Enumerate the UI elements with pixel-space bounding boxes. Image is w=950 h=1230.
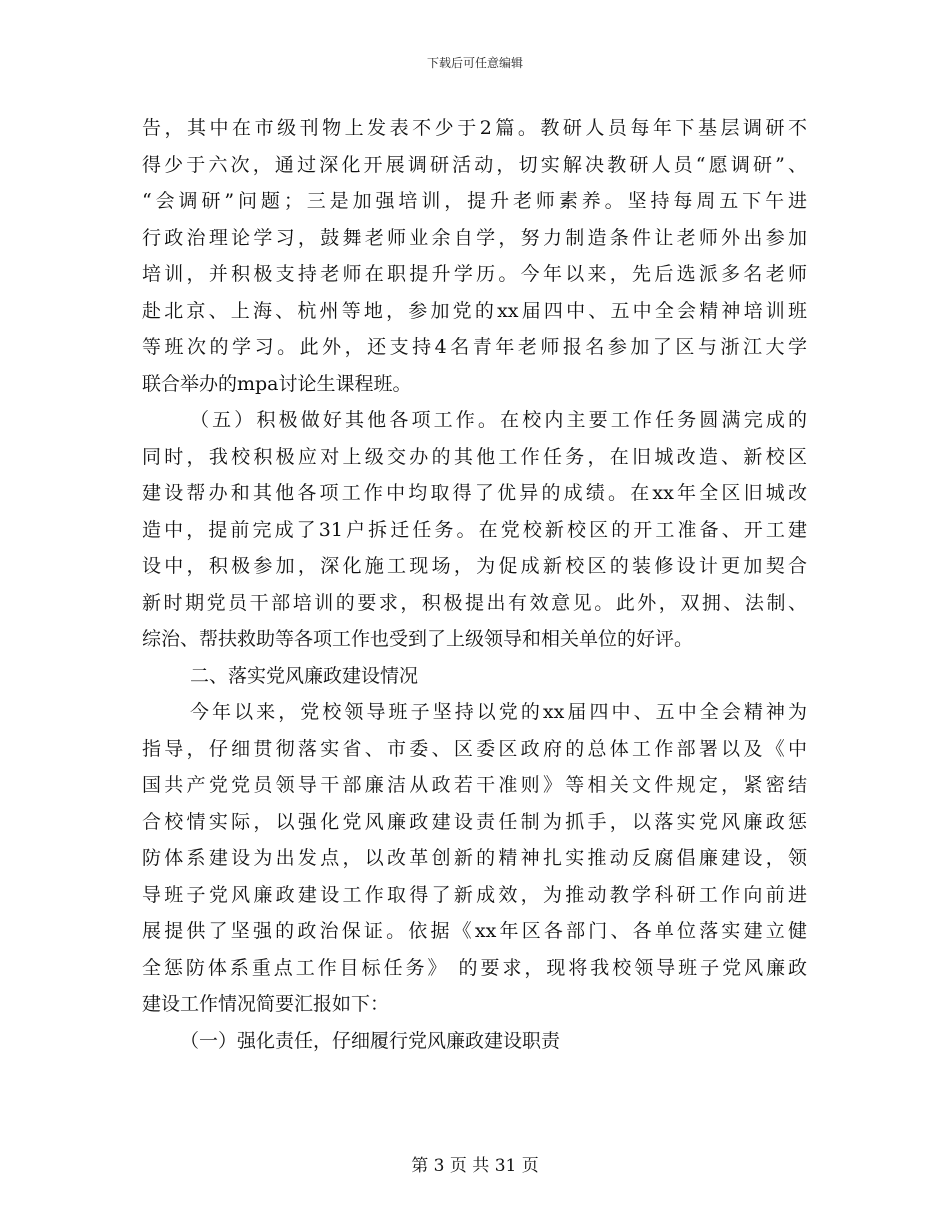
subsection-heading: （一）强化责任，仔细履行党风廉政建设职责 bbox=[180, 1029, 561, 1052]
document-body bbox=[142, 110, 807, 1059]
text-line: 新时期党员干部培训的要求，积极提出有效意见。此外，双拥、法制、 bbox=[142, 591, 807, 614]
text-line: 建设工作情况简要汇报如下： bbox=[142, 993, 390, 1015]
text-line: 导班子党风廉政建设工作取得了新成效，为推动教学科研工作向前进 bbox=[142, 883, 807, 906]
text-line: 行政治理论学习，鼓舞老师业余自学，努力制造条件让老师外出参加 bbox=[142, 226, 807, 249]
text-line: “会调研”问题；三是加强培训，提升老师素养。坚持每周五下午进 bbox=[142, 190, 807, 212]
text-line: 等班次的学习。此外，还支持4名青年老师报名参加了区与浙江大学 bbox=[142, 336, 807, 358]
section-heading: 二、落实党风廉政建设情况 bbox=[190, 664, 419, 687]
text-line: 设中，积极参加，深化施工现场，为促成新校区的装修设计更加契合 bbox=[142, 555, 807, 577]
page-header: 下载后可任意编辑 bbox=[426, 56, 523, 70]
text-line: 联合举办的mpa讨论生课程班。 bbox=[142, 372, 412, 395]
text-line: 同时，我校积极应对上级交办的其他工作任务，在旧城改造、新校区 bbox=[142, 445, 807, 468]
text-line: 告，其中在市级刊物上发表不少于2篇。教研人员每年下基层调研不 bbox=[142, 117, 807, 139]
text-line: 国共产党党员领导干部廉洁从政若干准则》等相关文件规定，紧密结 bbox=[142, 774, 807, 796]
text-line: 防体系建设为出发点，以改革创新的精神扎实推动反腐倡廉建设，领 bbox=[142, 847, 807, 869]
text-line: 展提供了坚强的政治保证。依据《xx年区各部门、各单位落实建立健 bbox=[142, 920, 807, 942]
text-line: 合校情实际，以强化党风廉政建设责任制为抓手，以落实党风廉政惩 bbox=[142, 810, 807, 833]
text-line: 得少于六次，通过深化开展调研活动，切实解决教研人员“愿调研”、 bbox=[142, 153, 807, 176]
paragraph-start: 今年以来，党校领导班子坚持以党的xx届四中、五中全会精神为 bbox=[190, 701, 807, 723]
page-number: 第 3 页 共 31 页 bbox=[411, 1156, 539, 1176]
text-line: 造中，提前完成了31户拆迁任务。在党校新校区的开工准备、开工建 bbox=[142, 518, 807, 541]
text-line: 赴北京、上海、杭州等地，参加党的xx届四中、五中全会精神培训班 bbox=[142, 299, 807, 322]
text-line: 培训，并积极支持老师在职提升学历。今年以来，先后选派多名老师 bbox=[142, 263, 807, 285]
text-line: 综治、帮扶救助等各项工作也受到了上级领导和相关单位的好评。 bbox=[142, 628, 694, 650]
text-line: 建设帮办和其他各项工作中均取得了优异的成绩。在xx年全区旧城改 bbox=[142, 482, 807, 504]
text-line: 全惩防体系重点工作目标任务》 的要求，现将我校领导班子党风廉政 bbox=[142, 956, 807, 979]
paragraph-start: （五）积极做好其他各项工作。在校内主要工作任务圆满完成的 bbox=[190, 409, 807, 431]
text-line: 指导，仔细贯彻落实省、市委、区委区政府的总体工作部署以及《中 bbox=[142, 737, 807, 760]
